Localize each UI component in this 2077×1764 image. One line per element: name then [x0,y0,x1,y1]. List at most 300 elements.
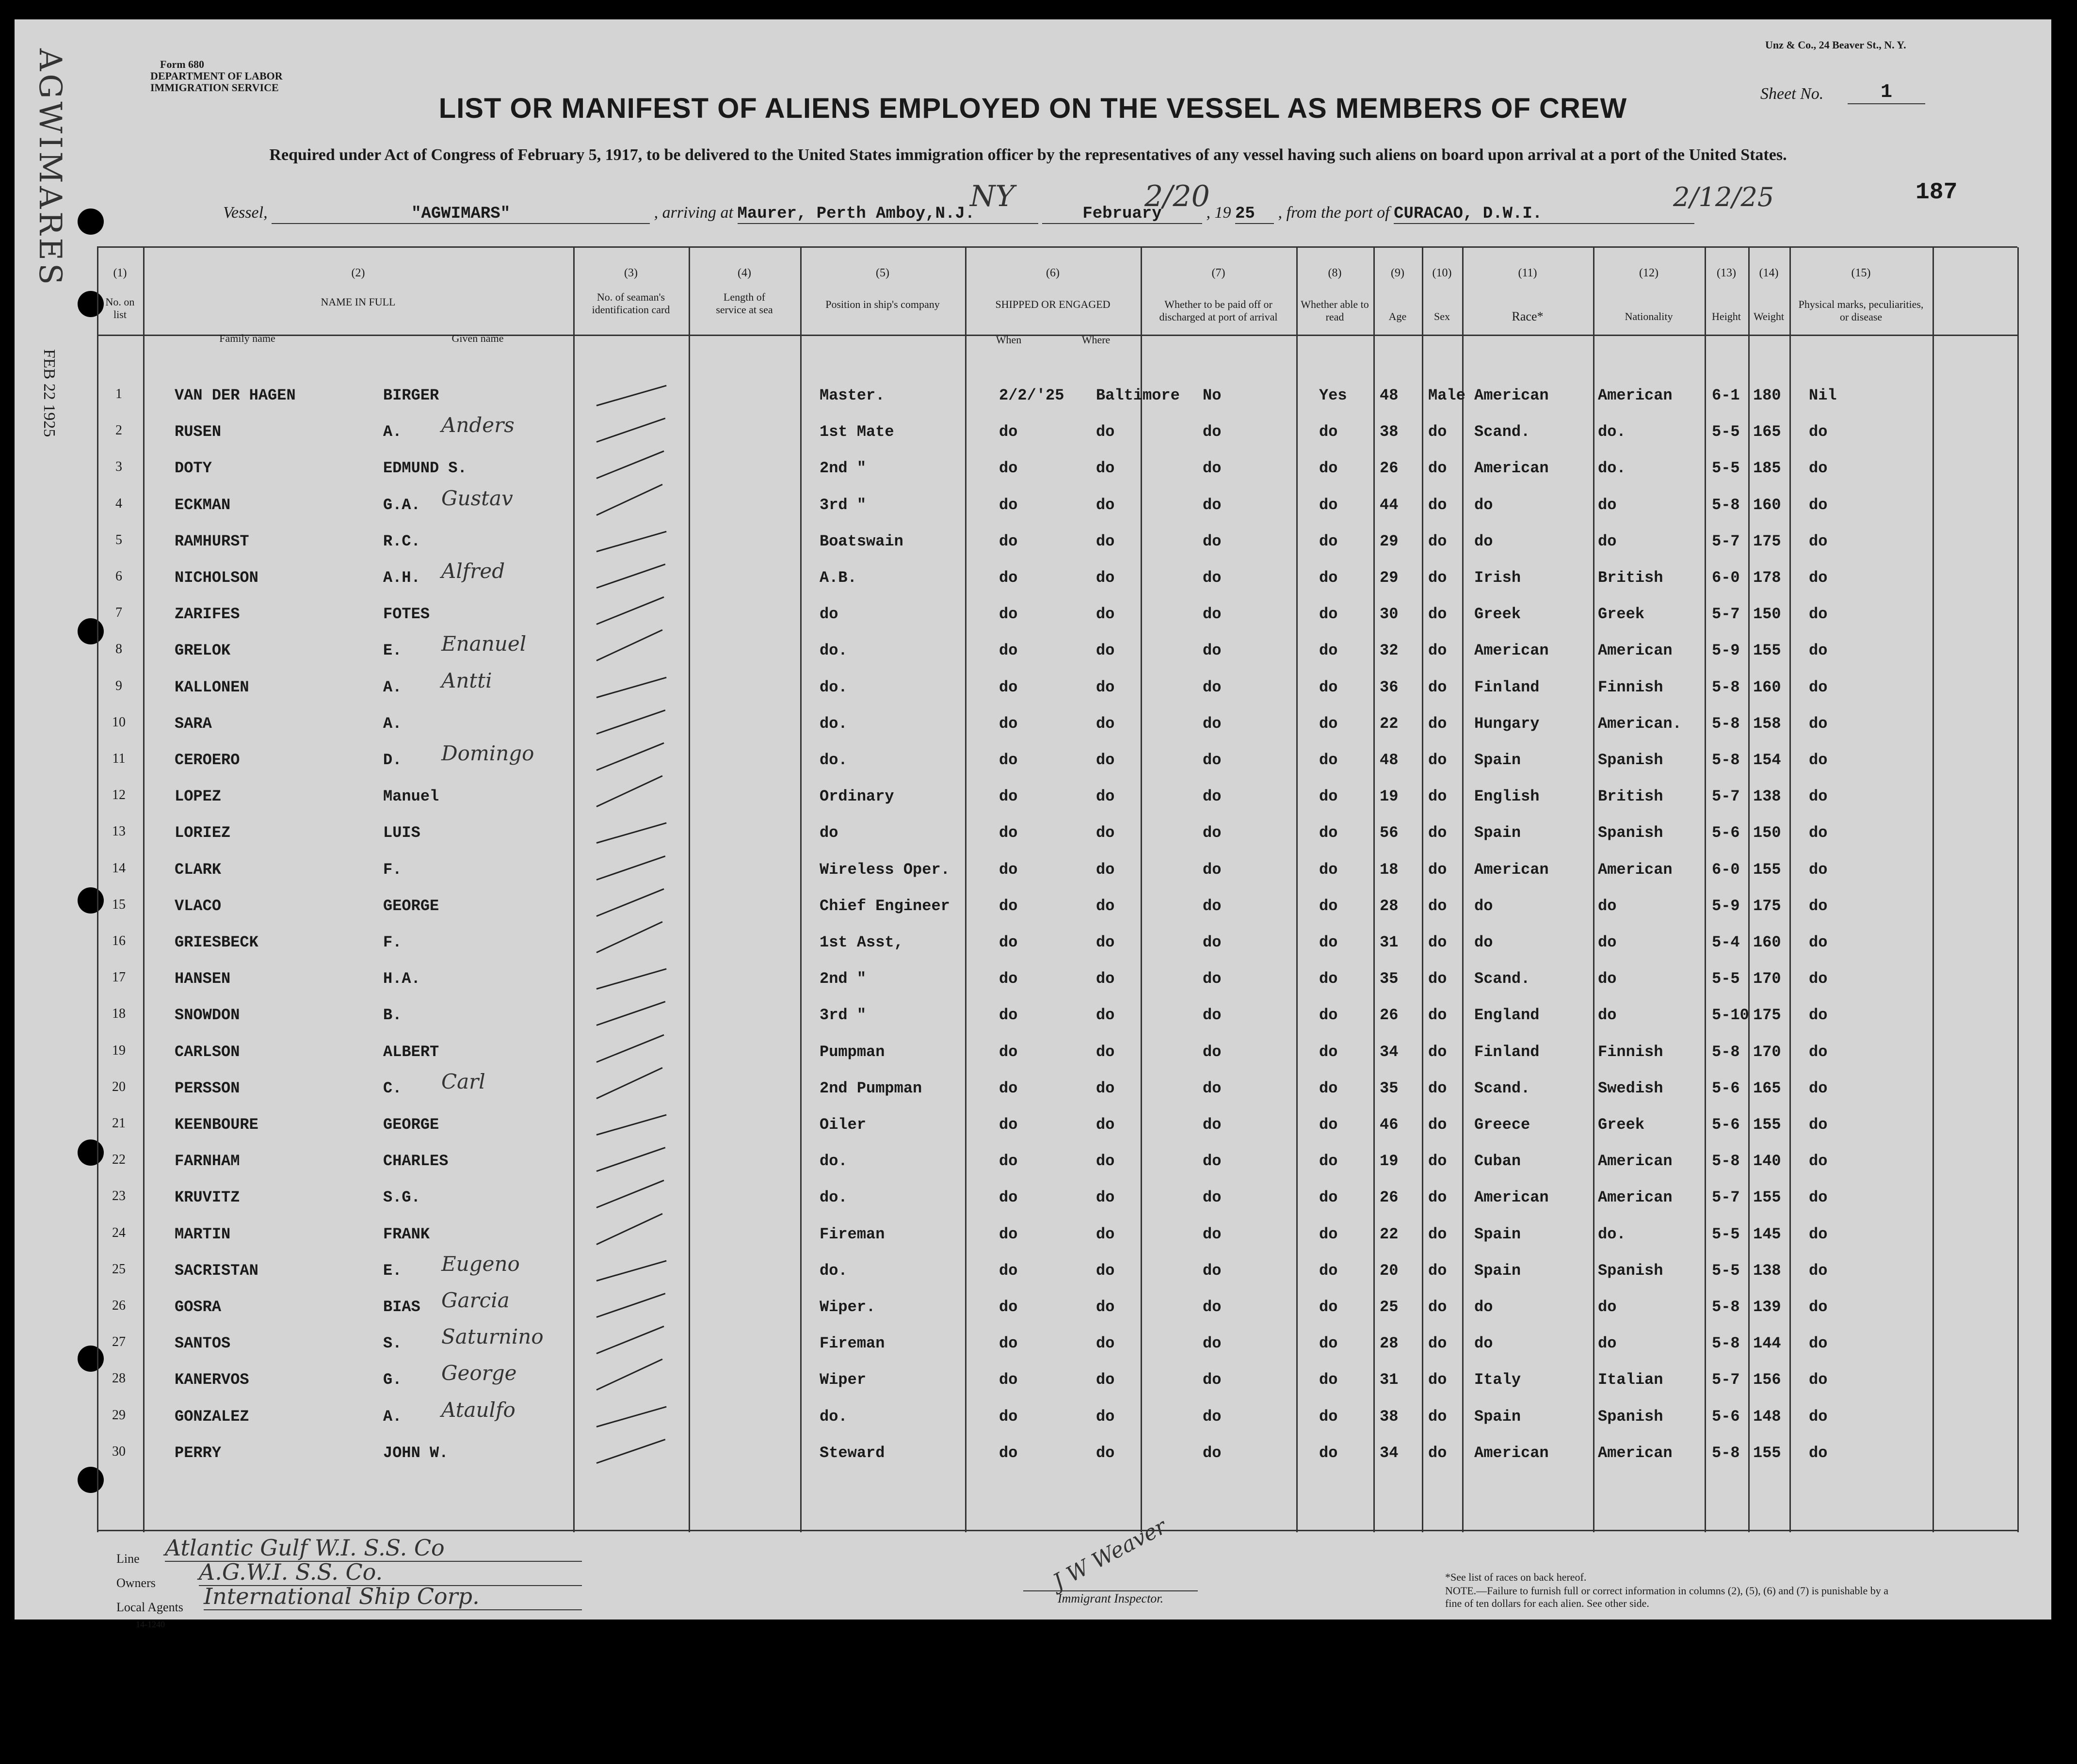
cell-height: 5-6 [1712,1079,1740,1097]
cell-where: do [1096,933,1115,951]
cell-read: do [1319,970,1338,988]
cell-marks: do [1809,1334,1828,1353]
cell-marks: do [1809,459,1828,478]
cell-race: American [1474,641,1549,660]
cell-read: do [1319,787,1338,806]
cell-height: 5-8 [1712,1042,1740,1061]
cell-age: 28 [1380,1334,1399,1353]
cell-age: 25 [1380,1298,1399,1316]
cell-marks: do [1809,1371,1828,1389]
cell-where: do [1096,1298,1115,1316]
arrival-port-handwritten: NY [970,179,1015,213]
cell-weight: 170 [1753,970,1781,988]
cell-position: Wireless Oper. [820,860,950,879]
cell-paid-off: do [1203,1006,1222,1025]
cell-paid-off: do [1203,1188,1222,1207]
cell-age: 30 [1380,605,1399,624]
cell-nationality: do. [1598,459,1626,478]
manifest-sheet [15,19,2051,1629]
cell-nationality: American [1598,1188,1673,1207]
cell-no: 28 [112,1371,126,1386]
cell-weight: 150 [1753,605,1781,624]
inspector-signature: J W Weaver [1049,1514,1171,1595]
cell-when: do [999,1116,1018,1134]
cell-height: 5-7 [1712,787,1740,806]
cell-when: do [999,933,1018,951]
table-row [15,1178,2051,1214]
cell-paid-off: do [1203,423,1222,441]
tick-mark [596,1180,664,1208]
cell-weight: 155 [1753,1116,1781,1134]
cell-no: 3 [115,459,122,475]
col-9-label: Age [1388,310,1407,322]
cell-handwritten-given-name: George [441,1361,517,1385]
cell-position: Ordinary [820,787,894,806]
cell-read: do [1319,714,1338,733]
tick-mark [596,417,666,443]
cell-nationality: British [1598,569,1663,587]
cell-paid-off: do [1203,824,1222,842]
cell-weight: 139 [1753,1298,1781,1316]
cell-given: A.H. [383,569,420,587]
cell-where: do [1096,1006,1115,1025]
cell-nationality: Italian [1598,1371,1663,1389]
cell-given: S. [383,1334,402,1353]
cell-weight: 160 [1753,678,1781,696]
cell-nationality: Greek [1598,1116,1645,1134]
table-row [15,1397,2051,1433]
cell-where: do [1096,605,1115,624]
cell-height: 5-5 [1712,459,1740,478]
cell-nationality: American [1598,1152,1673,1171]
cell-when: do [999,459,1018,478]
page-subtitle: Required under Act of Congress of February 5, 1917, to be delivered to the United States immigration officer by the representatives of any vessel having such aliens on board upon arrival at a port of the United States. [269,146,1787,164]
cell-where: do [1096,970,1115,988]
cell-paid-off: do [1203,860,1222,879]
cell-given: CHARLES [383,1152,449,1171]
cell-age: 35 [1380,1079,1399,1097]
cell-given: GEORGE [383,897,439,915]
cell-nationality: do [1598,970,1617,988]
tick-mark [596,921,662,953]
cell-given: LUIS [383,824,420,842]
cell-age: 29 [1380,569,1399,587]
cell-race: Italy [1474,1371,1521,1389]
cell-race: do [1474,1334,1493,1353]
cell-marks: do [1809,714,1828,733]
cell-when: do [999,1079,1018,1097]
cell-sex: do [1428,641,1447,660]
cell-handwritten-given-name: Saturnino [441,1325,544,1349]
cell-sex: do [1428,496,1447,514]
cell-weight: 160 [1753,933,1781,951]
cell-where: do [1096,897,1115,915]
cell-marks: do [1809,824,1828,842]
cell-race: American [1474,1188,1549,1207]
form-number: Form 680 [160,58,205,70]
punch-hole [78,208,104,235]
col-9-num: (9) [1391,267,1404,279]
agents-value: International Ship Corp. [204,1583,582,1610]
cell-no: 5 [115,532,122,547]
cell-marks: do [1809,1225,1828,1243]
cell-read: do [1319,459,1338,478]
cell-age: 46 [1380,1116,1399,1134]
cell-paid-off: do [1203,459,1222,478]
cell-family: KALLONEN [175,678,249,696]
table-row [15,376,2051,412]
cell-read: do [1319,897,1338,915]
cell-family: DOTY [175,459,212,478]
table-row [15,412,2051,448]
cell-sex: do [1428,824,1447,842]
cell-age: 48 [1380,386,1399,404]
cell-weight: 155 [1753,1188,1781,1207]
cell-where: do [1096,1371,1115,1389]
cell-height: 5-10 [1712,1006,1749,1025]
cell-given: GEORGE [383,1116,439,1134]
col-12-num: (12) [1639,267,1658,279]
cell-nationality: do [1598,496,1617,514]
col-8-label: Whether able to read [1301,298,1369,323]
cell-family: GOSRA [175,1298,222,1316]
table-row [15,1215,2051,1251]
cell-given: FRANK [383,1225,430,1243]
cell-where: do [1096,1188,1115,1207]
cell-family: HANSEN [175,970,231,988]
cell-given: E. [383,1261,402,1280]
cell-age: 31 [1380,1371,1399,1389]
cell-family: KEENBOURE [175,1116,258,1134]
cell-no: 25 [112,1261,126,1277]
cell-weight: 178 [1753,569,1781,587]
cell-height: 6-0 [1712,569,1740,587]
col-13-label: Height [1712,310,1741,322]
cell-no: 29 [112,1407,126,1423]
cell-where: do [1096,459,1115,478]
cell-sex: do [1428,1407,1447,1426]
cell-no: 11 [112,751,126,766]
cell-marks: do [1809,678,1828,696]
cell-no: 21 [112,1116,126,1131]
cell-sex: do [1428,1298,1447,1316]
cell-family: GRIESBECK [175,933,258,951]
punch-hole [1343,1649,1369,1675]
cell-no: 14 [112,860,126,876]
cell-no: 23 [112,1188,126,1204]
table-row [15,1105,2051,1141]
cell-handwritten-given-name: Enanuel [441,632,527,656]
cell-weight: 175 [1753,1006,1781,1025]
cell-position: 3rd " [820,496,867,514]
cell-given: A. [383,1407,402,1426]
vessel-label: Vessel, [223,204,268,222]
cell-family: PERSSON [175,1079,240,1097]
cell-marks: do [1809,532,1828,550]
form-code: 14-1240 [136,1620,165,1629]
col-3-label: No. of seaman's identification card [592,291,670,316]
side-date-stamp: FEB 22 1925 [40,349,58,437]
cell-family: SANTOS [175,1334,231,1353]
cell-position: Boatswain [820,532,903,550]
cell-handwritten-given-name: Alfred [441,559,505,583]
cell-race: Spain [1474,1225,1521,1243]
arrival-year: 25 [1235,205,1274,224]
cell-weight: 158 [1753,714,1781,733]
cell-age: 38 [1380,1407,1399,1426]
cell-sex: do [1428,970,1447,988]
cell-height: 5-8 [1712,1152,1740,1171]
cell-position: 3rd " [820,1006,867,1025]
cell-position: do. [820,1261,848,1280]
cell-marks: do [1809,605,1828,624]
cell-height: 5-7 [1712,532,1740,550]
tick-mark [596,888,664,917]
arrival-date-handwritten: 2/20 [1144,179,1210,213]
cell-read: do [1319,1261,1338,1280]
col-6-num: (6) [1046,267,1060,279]
cell-sex: do [1428,1152,1447,1171]
cell-age: 22 [1380,714,1399,733]
cell-paid-off: do [1203,1261,1222,1280]
cell-weight: 138 [1753,787,1781,806]
cell-position: 1st Mate [820,423,894,441]
cell-height: 5-5 [1712,1225,1740,1243]
service: IMMIGRATION SERVICE [150,81,279,94]
tick-mark [596,1213,662,1245]
cell-age: 28 [1380,897,1399,915]
cell-height: 5-9 [1712,897,1740,915]
cell-family: SARA [175,714,212,733]
tick-mark [596,1293,666,1318]
cell-height: 5-6 [1712,1116,1740,1134]
cell-position: Master. [820,386,885,404]
cell-paid-off: do [1203,641,1222,660]
cell-given: G. [383,1371,402,1389]
col-4-num: (4) [738,267,751,279]
tick-mark [596,1001,666,1026]
cell-marks: do [1809,897,1828,915]
cell-height: 5-5 [1712,423,1740,441]
tick-mark [596,1406,667,1427]
footer-note-races: *See list of races on back hereof. [1445,1571,1587,1583]
cell-marks: do [1809,860,1828,879]
cell-given: BIRGER [383,386,439,404]
col-3-num: (3) [624,267,638,279]
table-row [15,995,2051,1031]
cell-no: 4 [115,496,122,511]
cell-race: Scand. [1474,1079,1530,1097]
cell-marks: do [1809,751,1828,769]
cell-where: do [1096,714,1115,733]
cell-family: GONZALEZ [175,1407,249,1426]
cell-read: do [1319,1407,1338,1426]
from-label: , from the port of [1278,204,1390,222]
cell-family: RAMHURST [175,532,249,550]
col-5-label: Position in ship's company [825,298,940,310]
cell-race: do [1474,933,1493,951]
tick-mark [596,775,662,807]
cell-when: do [999,423,1018,441]
cell-paid-off: do [1203,1079,1222,1097]
col-11-num: (11) [1518,267,1537,279]
cell-family: RUSEN [175,423,222,441]
cell-sex: do [1428,787,1447,806]
cell-age: 36 [1380,678,1399,696]
cell-nationality: British [1598,787,1663,806]
cell-no: 8 [115,641,122,657]
cell-read: Yes [1319,386,1347,404]
cell-paid-off: do [1203,569,1222,587]
cell-height: 6-1 [1712,386,1740,404]
cell-marks: do [1809,787,1828,806]
cell-race: Spain [1474,824,1521,842]
cell-when: do [999,970,1018,988]
cell-family: KRUVITZ [175,1188,240,1207]
line-label: Line [116,1552,140,1566]
cell-where: do [1096,1042,1115,1061]
cell-family: CLARK [175,860,222,879]
owners-value: A.G.W.I. S.S. Co. [199,1559,582,1586]
tick-mark [596,450,664,479]
cell-family: LOPEZ [175,787,222,806]
cell-race: American [1474,860,1549,879]
tick-mark [596,1326,664,1354]
cell-nationality: do [1598,532,1617,550]
cell-race: American [1474,459,1549,478]
cell-position: 2nd " [820,970,867,988]
col-10-label: Sex [1434,310,1450,322]
table-row [15,1360,2051,1396]
col-6-where-label: Where [1081,334,1111,346]
cell-age: 48 [1380,751,1399,769]
cell-position: do. [820,678,848,696]
cell-sex: do [1428,569,1447,587]
col-4-label: Length of service at sea [716,291,773,316]
punch-hole [78,1467,104,1493]
cell-where: do [1096,751,1115,769]
cell-paid-off: do [1203,1407,1222,1426]
arriving-label: , arriving at [654,204,733,222]
cell-height: 5-8 [1712,1334,1740,1353]
cell-weight: 150 [1753,824,1781,842]
cell-read: do [1319,532,1338,550]
cell-no: 18 [112,1006,126,1022]
cell-race: Scand. [1474,970,1530,988]
cell-read: do [1319,569,1338,587]
cell-paid-off: do [1203,1225,1222,1243]
cell-height: 5-8 [1712,1298,1740,1316]
cell-height: 5-8 [1712,714,1740,733]
table-row [15,1141,2051,1177]
cell-paid-off: do [1203,532,1222,550]
cell-position: Steward [820,1443,885,1462]
cell-age: 26 [1380,459,1399,478]
cell-position: A.B. [820,569,857,587]
page-number: 187 [1916,179,1958,206]
cell-when: do [999,1006,1018,1025]
cell-age: 56 [1380,824,1399,842]
table-row [15,1324,2051,1360]
cell-read: do [1319,751,1338,769]
cell-where: do [1096,1407,1115,1426]
cell-nationality: do [1598,1298,1617,1316]
cell-nationality: American [1598,1443,1673,1462]
cell-paid-off: do [1203,678,1222,696]
cell-family: GRELOK [175,641,231,660]
cell-marks: do [1809,1261,1828,1280]
table-row [15,1433,2051,1469]
cell-read: do [1319,1152,1338,1171]
cell-nationality: Finnish [1598,678,1663,696]
cell-race: American [1474,386,1549,404]
cell-marks: do [1809,1042,1828,1061]
cell-given: F. [383,933,402,951]
col-15-label: Physical marks, peculiarities, or disease [1798,298,1924,323]
cell-nationality: American [1598,386,1673,404]
cell-position: do [820,824,838,842]
cell-nationality: do. [1598,423,1626,441]
cell-when: do [999,1371,1018,1389]
cell-handwritten-given-name: Domingo [441,741,534,765]
col-2-label: NAME IN FULL [321,296,396,308]
page-title: LIST OR MANIFEST OF ALIENS EMPLOYED ON THE VESSEL AS MEMBERS OF CREW [438,93,1627,124]
cell-weight: 160 [1753,496,1781,514]
tick-mark [596,1260,667,1282]
cell-no: 24 [112,1225,126,1240]
table-row [15,522,2051,558]
cell-read: do [1319,641,1338,660]
table-row [15,449,2051,484]
cell-where: do [1096,1261,1115,1280]
cell-age: 22 [1380,1225,1399,1243]
col-1-label: No. on list [105,296,135,321]
cell-race: England [1474,1006,1540,1025]
cell-given: F. [383,860,402,879]
cell-read: do [1319,1371,1338,1389]
cell-no: 10 [112,714,126,730]
cell-no: 22 [112,1152,126,1168]
cell-age: 18 [1380,860,1399,879]
cell-where: do [1096,423,1115,441]
cell-family: CEROERO [175,751,240,769]
cell-paid-off: do [1203,1334,1222,1353]
cell-no: 2 [115,423,122,438]
cell-paid-off: do [1203,1443,1222,1462]
cell-family: CARLSON [175,1042,240,1061]
cell-weight: 144 [1753,1334,1781,1353]
agents-label: Local Agents [116,1600,183,1614]
cell-nationality: American. [1598,714,1682,733]
cell-where: Baltimore [1096,386,1180,404]
tick-mark [596,855,666,881]
cell-nationality: Swedish [1598,1079,1663,1097]
cell-age: 26 [1380,1006,1399,1025]
cell-when: do [999,569,1018,587]
tick-mark [596,822,667,844]
cell-given: Manuel [383,787,439,806]
cell-given: A. [383,678,402,696]
cell-paid-off: do [1203,1298,1222,1316]
cell-height: 5-8 [1712,678,1740,696]
cell-nationality: American [1598,641,1673,660]
cell-position: do. [820,714,848,733]
cell-weight: 138 [1753,1261,1781,1280]
cell-marks: do [1809,496,1828,514]
cell-position: Fireman [820,1225,885,1243]
cell-race: Irish [1474,569,1521,587]
table-row [15,558,2051,594]
